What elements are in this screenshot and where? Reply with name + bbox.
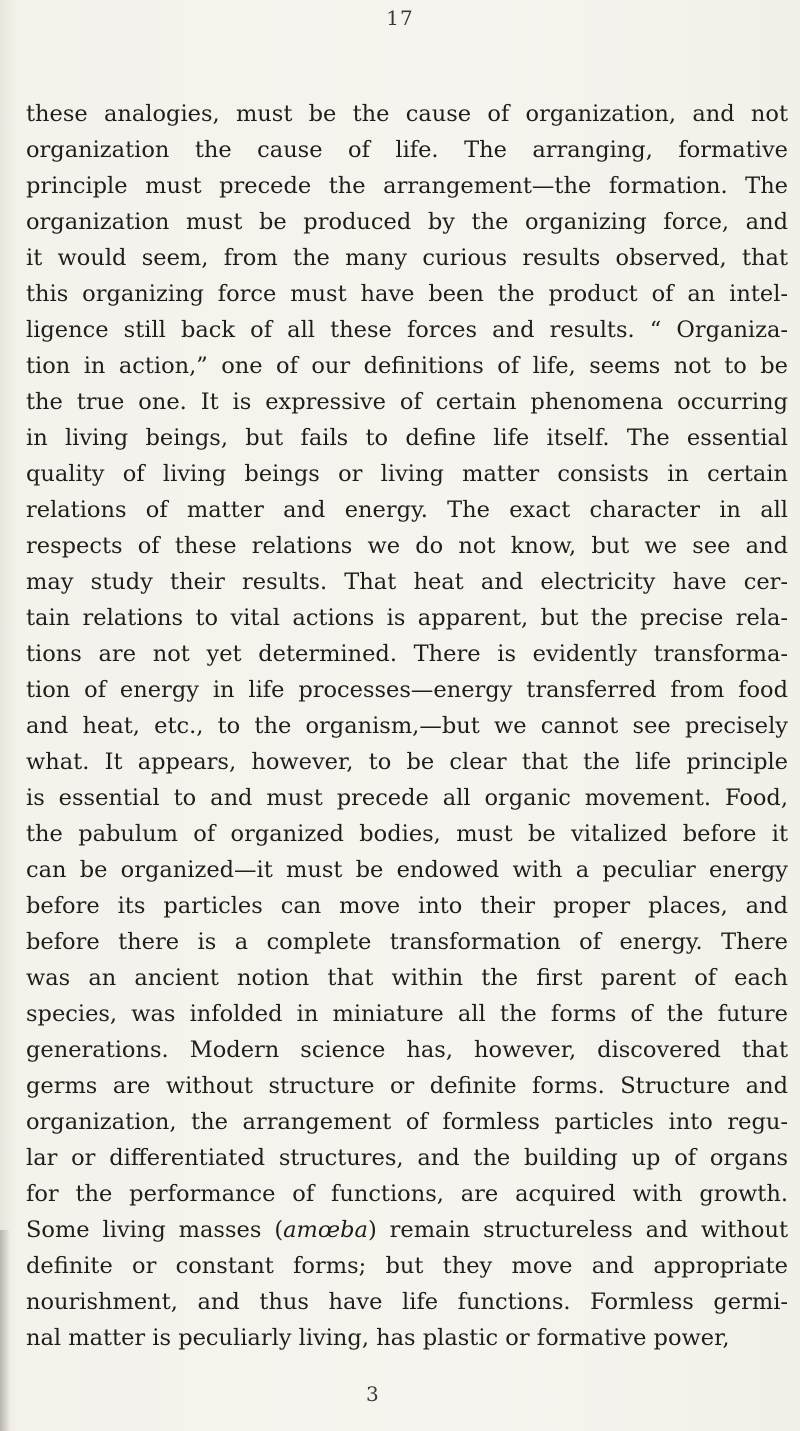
text-line: what. It appears, however, to be clear that the life principle <box>26 749 788 775</box>
text-line: tion in action,” one of our definitions of life, seems not to be <box>26 353 788 379</box>
text-line: may study their results. That heat and electricity have cer- <box>26 569 788 595</box>
text-line: is essential to and must precede all organic movement. Food, <box>26 785 788 811</box>
italic-term: amœba <box>283 1217 368 1243</box>
text-line: tion of energy in life processes—energy transferred from food <box>26 677 788 703</box>
text-line: principle must precede the arrangement—the formation. The <box>26 173 788 199</box>
text-line: organization, the arrangement of formless particles into regu- <box>26 1109 788 1135</box>
text-line: these analogies, must be the cause of organization, and not <box>26 101 788 127</box>
text-line: nourishment, and thus have life functions. Formless germi- <box>26 1289 788 1315</box>
text-line: ligence still back of all these forces and results. “ Organiza- <box>26 317 788 343</box>
text-line: the pabulum of organized bodies, must be vitalized before it <box>26 821 788 847</box>
text-line: nal matter is peculiarly living, has plastic or formative power, <box>26 1325 730 1351</box>
text-line: the true one. It is expressive of certain phenomena occurring <box>26 389 788 415</box>
text-line: it would seem, from the many curious results observed, that <box>26 245 788 271</box>
line-segment: Some living masses ( <box>26 1217 284 1243</box>
text-line: and heat, etc., to the organism,—but we cannot see precisely <box>26 713 788 739</box>
text-line: can be organized—it must be endowed with a peculiar energy <box>26 857 788 883</box>
text-line: quality of living beings or living matter consists in certain <box>26 461 788 487</box>
text-line: definite or constant forms; but they move and appropriate <box>26 1253 788 1279</box>
text-line: generations. Modern science has, however, discovered that <box>26 1037 788 1063</box>
text-line: before there is a complete transformation of energy. There <box>26 929 788 955</box>
text-line: germs are without structure or definite forms. Structure and <box>26 1073 788 1099</box>
text-line: species, was infolded in miniature all the forms of the future <box>26 1001 788 1027</box>
text-line: tions are not yet determined. There is evidently transforma- <box>26 641 788 667</box>
text-line-amoeba <box>26 1212 788 1248</box>
text-line: tain relations to vital actions is apparent, but the precise rela- <box>26 605 788 631</box>
signature-mark: 3 <box>366 1382 379 1406</box>
text-line: lar or differentiated structures, and the building up of organs <box>26 1145 788 1171</box>
text-line: for the performance of functions, are acquired with growth. <box>26 1181 788 1207</box>
page-edge-shadow <box>0 1230 10 1431</box>
text-line: this organizing force must have been the product of an intel- <box>26 281 788 307</box>
text-line: organization the cause of life. The arranging, formative <box>26 137 788 163</box>
page-number: 17 <box>386 6 414 30</box>
text-line: respects of these relations we do not know, but we see and <box>26 533 788 559</box>
text-line: in living beings, but fails to define life itself. The essential <box>26 425 788 451</box>
text-line: before its particles can move into their proper places, and <box>26 893 788 919</box>
text-line: organization must be produced by the organizing force, and <box>26 209 788 235</box>
body-text <box>26 96 788 1356</box>
text-line: was an ancient notion that within the first parent of each <box>26 965 788 991</box>
text-line: relations of matter and energy. The exact character in all <box>26 497 788 523</box>
line-segment: ) remain structureless and without <box>367 1217 788 1243</box>
